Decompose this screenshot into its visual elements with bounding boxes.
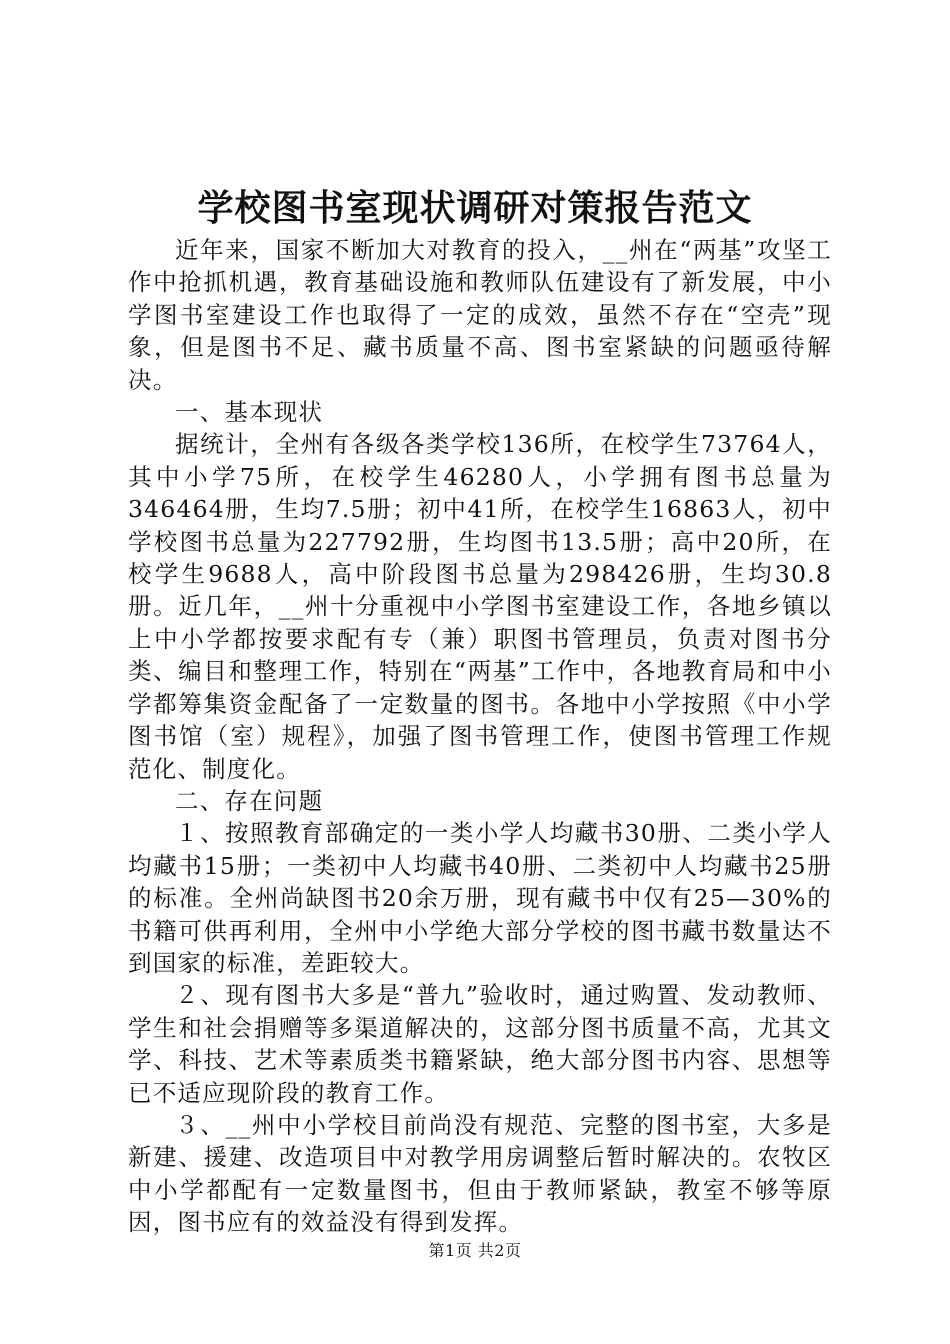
section-heading-basic-status: 一、基本现状: [175, 398, 324, 427]
section-heading-existing-problems: 二、存在问题: [175, 786, 324, 815]
problem-item-3: ３、__州中小学校目前尚没有规范、完整的图书室，大多是新建、援建、改造项目中对教学用房调整后暂时解决的。农牧区中小学都配有一定数量图书，但由于教师紧缺，教室不够等原因，图书应有的效益没有得到发挥。: [128, 1110, 832, 1237]
problem-item-1: １、按照教育部确定的一类小学人均藏书30册、二类小学人均藏书15册；一类初中人均藏书40册、二类初中人均藏书25册的标准。全州尚缺图书20余万册，现有藏书中仅有25—30%的书籍可供再利用，全州中小学绝大部分学校的图书藏书数量达不到国家的标准，差距较大。: [128, 819, 832, 977]
intro-paragraph: 近年来，国家不断加大对教育的投入，__州在“两基”攻坚工作中抢抓机遇，教育基础设施和教师队伍建设有了新发展，中小学图书室建设工作也取得了一定的成效，虽然不存在“空壳”现象，但是图书不足、藏书质量不高、图书室紧缺的问题亟待解决。: [128, 236, 832, 394]
document-title: 学校图书室现状调研对策报告范文: [197, 187, 753, 229]
page-footer: 第1页 共2页: [428, 1241, 522, 1260]
document-body: [128, 234, 832, 1239]
basic-status-paragraph: 据统计，全州有各级各类学校136所，在校学生73764人，其中小学75所，在校学生46280人，小学拥有图书总量为346464册，生均7.5册；初中41所，在校学生16863人，初中学校图书总量为227792册，生均图书13.5册；高中20所，在校学生9688人，高中阶段图书总量为298426册，生均30.8册。近几年，__州十分重视中小学图书室建设工作，各地乡镇以上中小学都按要求配有专（兼）职图书管理员，负责对图书分类、编目和整理工作，特别在“两基”工作中，各地教育局和中小学都筹集资金配备了一定数量的图书。各地中小学按照《中小学图书馆（室）规程》，加强了图书管理工作，使图书管理工作规范化、制度化。: [128, 430, 832, 783]
problem-item-2: ２、现有图书大多是“普九”验收时，通过购置、发动教师、学生和社会捐赠等多渠道解决的，这部分图书质量不高，尤其文学、科技、艺术等素质类书籍紧缺，绝大部分图书内容、思想等已不适应现阶段的教育工作。: [128, 981, 832, 1107]
